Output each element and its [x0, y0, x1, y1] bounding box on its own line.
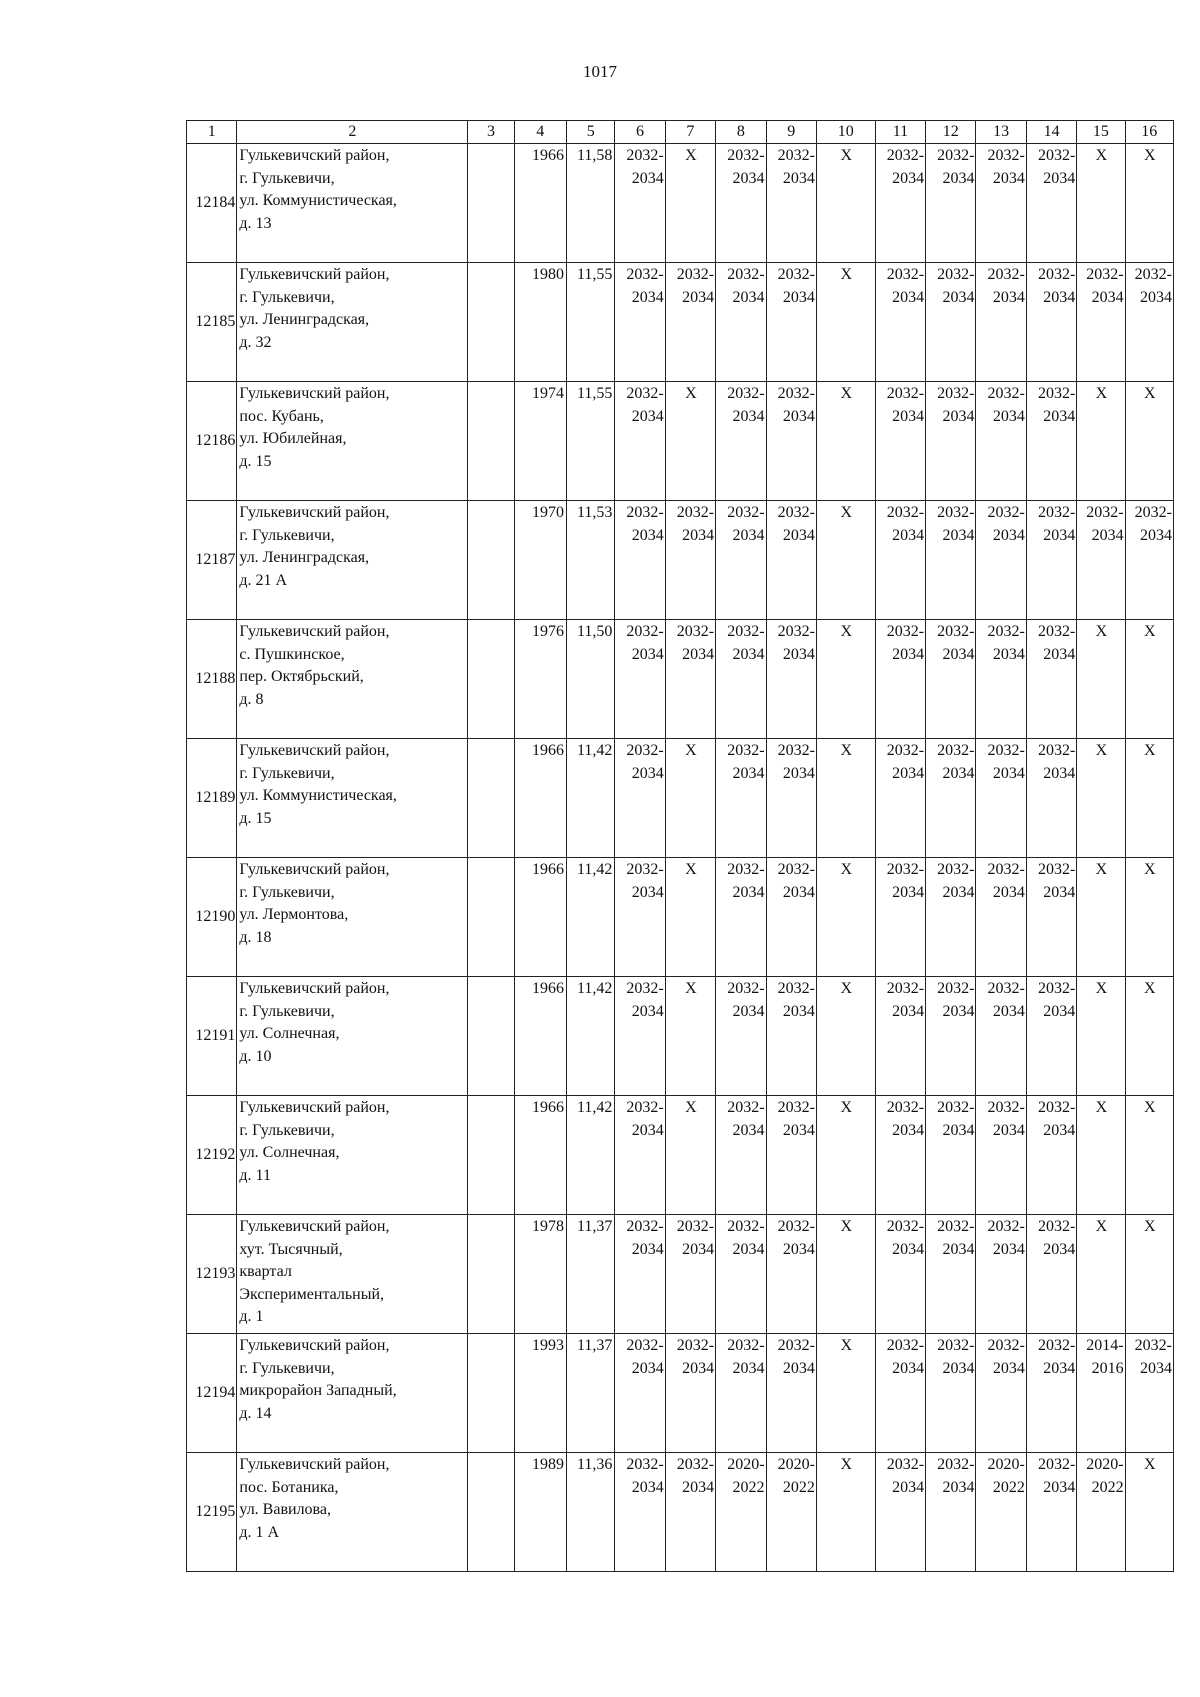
header-cell: 1 [187, 121, 237, 144]
col14-cell: 2032- 2034 [1026, 1215, 1076, 1334]
header-cell: 9 [766, 121, 816, 144]
register-table [186, 120, 1174, 1572]
header-cell: 13 [976, 121, 1026, 144]
address-cell: Гулькевичский район, с. Пушкинское, пер. Октябрьский, д. 8 [237, 620, 468, 739]
col6-cell: 2032- 2034 [615, 977, 665, 1096]
col9-cell: 2032- 2034 [766, 620, 816, 739]
header-cell: 4 [514, 121, 566, 144]
table-row [187, 1334, 1174, 1453]
address-cell: Гулькевичский район, г. Гулькевичи, ул. Ленинградская, д. 32 [237, 263, 468, 382]
col11-cell: 2032- 2034 [875, 501, 925, 620]
header-cell: 6 [615, 121, 665, 144]
col5-cell: 11,42 [567, 1096, 615, 1215]
col13-cell: 2032- 2034 [976, 1215, 1026, 1334]
header-cell: 11 [875, 121, 925, 144]
col14-cell: 2032- 2034 [1026, 858, 1076, 977]
table-row [187, 858, 1174, 977]
col9-cell: 2032- 2034 [766, 263, 816, 382]
col9-cell: 2032- 2034 [766, 858, 816, 977]
record-number-cell: 12186 [187, 382, 237, 501]
col5-cell: 11,42 [567, 858, 615, 977]
table-row [187, 144, 1174, 263]
col5-cell: 11,58 [567, 144, 615, 263]
table-row [187, 501, 1174, 620]
col12-cell: 2032- 2034 [926, 620, 976, 739]
record-number-cell: 12190 [187, 858, 237, 977]
col15-cell: Х [1077, 620, 1125, 739]
col10-cell: Х [816, 1215, 875, 1334]
col6-cell: 2032- 2034 [615, 858, 665, 977]
col15-cell: 2032- 2034 [1077, 501, 1125, 620]
col16-cell: Х [1125, 620, 1173, 739]
col14-cell: 2032- 2034 [1026, 977, 1076, 1096]
header-row [187, 121, 1174, 144]
record-number-cell: 12192 [187, 1096, 237, 1215]
col10-cell: Х [816, 620, 875, 739]
col15-cell: Х [1077, 858, 1125, 977]
year-cell: 1966 [514, 858, 566, 977]
col10-cell: Х [816, 977, 875, 1096]
address-cell: Гулькевичский район, г. Гулькевичи, ул. Солнечная, д. 11 [237, 1096, 468, 1215]
col12-cell: 2032- 2034 [926, 382, 976, 501]
col15-cell: Х [1077, 977, 1125, 1096]
col10-cell: Х [816, 858, 875, 977]
col5-cell: 11,55 [567, 263, 615, 382]
col11-cell: 2032- 2034 [875, 382, 925, 501]
year-cell: 1966 [514, 144, 566, 263]
col3-cell [468, 1096, 514, 1215]
col12-cell: 2032- 2034 [926, 858, 976, 977]
col12-cell: 2032- 2034 [926, 263, 976, 382]
table-row [187, 739, 1174, 858]
col16-cell: 2032- 2034 [1125, 263, 1173, 382]
col9-cell: 2020- 2022 [766, 1453, 816, 1572]
col11-cell: 2032- 2034 [875, 858, 925, 977]
col6-cell: 2032- 2034 [615, 501, 665, 620]
year-cell: 1966 [514, 977, 566, 1096]
table-body [187, 121, 1174, 1572]
col12-cell: 2032- 2034 [926, 1215, 976, 1334]
col12-cell: 2032- 2034 [926, 1334, 976, 1453]
col13-cell: 2032- 2034 [976, 382, 1026, 501]
address-cell: Гулькевичский район, хут. Тысячный, квартал Экспериментальный, д. 1 [237, 1215, 468, 1334]
col8-cell: 2032- 2034 [716, 739, 766, 858]
col9-cell: 2032- 2034 [766, 382, 816, 501]
col3-cell [468, 144, 514, 263]
col15-cell: Х [1077, 1215, 1125, 1334]
col9-cell: 2032- 2034 [766, 739, 816, 858]
col9-cell: 2032- 2034 [766, 1096, 816, 1215]
col12-cell: 2032- 2034 [926, 144, 976, 263]
col16-cell: 2032- 2034 [1125, 1334, 1173, 1453]
record-number-cell: 12187 [187, 501, 237, 620]
col3-cell [468, 501, 514, 620]
col7-cell: Х [665, 739, 715, 858]
col16-cell: Х [1125, 382, 1173, 501]
year-cell: 1974 [514, 382, 566, 501]
col6-cell: 2032- 2034 [615, 739, 665, 858]
col15-cell: Х [1077, 144, 1125, 263]
table-row [187, 1453, 1174, 1572]
table-row [187, 977, 1174, 1096]
col16-cell: 2032- 2034 [1125, 501, 1173, 620]
col3-cell [468, 620, 514, 739]
year-cell: 1966 [514, 739, 566, 858]
year-cell: 1976 [514, 620, 566, 739]
col5-cell: 11,42 [567, 739, 615, 858]
col8-cell: 2032- 2034 [716, 1215, 766, 1334]
col7-cell: Х [665, 1096, 715, 1215]
col12-cell: 2032- 2034 [926, 977, 976, 1096]
col5-cell: 11,53 [567, 501, 615, 620]
col3-cell [468, 977, 514, 1096]
col15-cell: Х [1077, 382, 1125, 501]
col8-cell: 2032- 2034 [716, 858, 766, 977]
header-cell: 2 [237, 121, 468, 144]
col7-cell: 2032- 2034 [665, 620, 715, 739]
header-cell: 12 [926, 121, 976, 144]
year-cell: 1980 [514, 263, 566, 382]
header-cell: 15 [1077, 121, 1125, 144]
address-cell: Гулькевичский район, г. Гулькевичи, микрорайон Западный, д. 14 [237, 1334, 468, 1453]
col6-cell: 2032- 2034 [615, 1334, 665, 1453]
col11-cell: 2032- 2034 [875, 1334, 925, 1453]
col8-cell: 2032- 2034 [716, 144, 766, 263]
table-row [187, 382, 1174, 501]
col7-cell: 2032- 2034 [665, 1453, 715, 1572]
col14-cell: 2032- 2034 [1026, 382, 1076, 501]
year-cell: 1970 [514, 501, 566, 620]
table-row [187, 620, 1174, 739]
year-cell: 1978 [514, 1215, 566, 1334]
col16-cell: Х [1125, 977, 1173, 1096]
col10-cell: Х [816, 1334, 875, 1453]
col12-cell: 2032- 2034 [926, 1096, 976, 1215]
col13-cell: 2032- 2034 [976, 620, 1026, 739]
col3-cell [468, 1334, 514, 1453]
col8-cell: 2032- 2034 [716, 501, 766, 620]
col11-cell: 2032- 2034 [875, 739, 925, 858]
header-cell: 8 [716, 121, 766, 144]
col7-cell: 2032- 2034 [665, 1215, 715, 1334]
record-number-cell: 12195 [187, 1453, 237, 1572]
year-cell: 1993 [514, 1334, 566, 1453]
col5-cell: 11,37 [567, 1334, 615, 1453]
col16-cell: Х [1125, 1215, 1173, 1334]
col8-cell: 2032- 2034 [716, 263, 766, 382]
col11-cell: 2032- 2034 [875, 263, 925, 382]
address-cell: Гулькевичский район, пос. Кубань, ул. Юбилейная, д. 15 [237, 382, 468, 501]
col8-cell: 2032- 2034 [716, 1334, 766, 1453]
record-number-cell: 12189 [187, 739, 237, 858]
col13-cell: 2032- 2034 [976, 501, 1026, 620]
record-number-cell: 12194 [187, 1334, 237, 1453]
col11-cell: 2032- 2034 [875, 144, 925, 263]
col3-cell [468, 739, 514, 858]
year-cell: 1966 [514, 1096, 566, 1215]
record-number-cell: 12193 [187, 1215, 237, 1334]
col3-cell [468, 1453, 514, 1572]
col7-cell: 2032- 2034 [665, 263, 715, 382]
col9-cell: 2032- 2034 [766, 1334, 816, 1453]
col7-cell: 2032- 2034 [665, 1334, 715, 1453]
col7-cell: Х [665, 382, 715, 501]
col7-cell: Х [665, 977, 715, 1096]
col11-cell: 2032- 2034 [875, 1096, 925, 1215]
col12-cell: 2032- 2034 [926, 739, 976, 858]
col8-cell: 2032- 2034 [716, 977, 766, 1096]
col15-cell: 2014- 2016 [1077, 1334, 1125, 1453]
col16-cell: Х [1125, 1453, 1173, 1572]
col13-cell: 2032- 2034 [976, 1334, 1026, 1453]
table-row [187, 263, 1174, 382]
col16-cell: Х [1125, 144, 1173, 263]
col10-cell: Х [816, 144, 875, 263]
col6-cell: 2032- 2034 [615, 1453, 665, 1572]
col5-cell: 11,42 [567, 977, 615, 1096]
col14-cell: 2032- 2034 [1026, 263, 1076, 382]
col8-cell: 2032- 2034 [716, 382, 766, 501]
col9-cell: 2032- 2034 [766, 977, 816, 1096]
year-cell: 1989 [514, 1453, 566, 1572]
col11-cell: 2032- 2034 [875, 620, 925, 739]
col16-cell: Х [1125, 739, 1173, 858]
col5-cell: 11,37 [567, 1215, 615, 1334]
col11-cell: 2032- 2034 [875, 1215, 925, 1334]
col3-cell [468, 263, 514, 382]
col14-cell: 2032- 2034 [1026, 620, 1076, 739]
col5-cell: 11,55 [567, 382, 615, 501]
col3-cell [468, 382, 514, 501]
col13-cell: 2020- 2022 [976, 1453, 1026, 1572]
col7-cell: 2032- 2034 [665, 501, 715, 620]
header-cell: 10 [816, 121, 875, 144]
table-row [187, 1096, 1174, 1215]
col7-cell: Х [665, 144, 715, 263]
record-number-cell: 12188 [187, 620, 237, 739]
col6-cell: 2032- 2034 [615, 620, 665, 739]
col6-cell: 2032- 2034 [615, 263, 665, 382]
col14-cell: 2032- 2034 [1026, 1453, 1076, 1572]
col16-cell: Х [1125, 1096, 1173, 1215]
col12-cell: 2032- 2034 [926, 501, 976, 620]
col14-cell: 2032- 2034 [1026, 1096, 1076, 1215]
col11-cell: 2032- 2034 [875, 1453, 925, 1572]
col13-cell: 2032- 2034 [976, 1096, 1026, 1215]
col10-cell: Х [816, 501, 875, 620]
header-cell: 16 [1125, 121, 1173, 144]
col13-cell: 2032- 2034 [976, 977, 1026, 1096]
col11-cell: 2032- 2034 [875, 977, 925, 1096]
col3-cell [468, 858, 514, 977]
col10-cell: Х [816, 382, 875, 501]
address-cell: Гулькевичский район, пос. Ботаника, ул. Вавилова, д. 1 А [237, 1453, 468, 1572]
col8-cell: 2020- 2022 [716, 1453, 766, 1572]
col13-cell: 2032- 2034 [976, 858, 1026, 977]
col14-cell: 2032- 2034 [1026, 144, 1076, 263]
col16-cell: Х [1125, 858, 1173, 977]
address-cell: Гулькевичский район, г. Гулькевичи, ул. Ленинградская, д. 21 А [237, 501, 468, 620]
header-cell: 14 [1026, 121, 1076, 144]
col14-cell: 2032- 2034 [1026, 739, 1076, 858]
col15-cell: 2032- 2034 [1077, 263, 1125, 382]
col10-cell: Х [816, 1453, 875, 1572]
header-cell: 7 [665, 121, 715, 144]
table-row [187, 1215, 1174, 1334]
col15-cell: Х [1077, 1096, 1125, 1215]
address-cell: Гулькевичский район, г. Гулькевичи, ул. Коммунистическая, д. 15 [237, 739, 468, 858]
record-number-cell: 12184 [187, 144, 237, 263]
page-number: 1017 [583, 62, 617, 81]
col8-cell: 2032- 2034 [716, 1096, 766, 1215]
col13-cell: 2032- 2034 [976, 144, 1026, 263]
col13-cell: 2032- 2034 [976, 739, 1026, 858]
col12-cell: 2032- 2034 [926, 1453, 976, 1572]
col5-cell: 11,50 [567, 620, 615, 739]
record-number-cell: 12185 [187, 263, 237, 382]
col6-cell: 2032- 2034 [615, 382, 665, 501]
col14-cell: 2032- 2034 [1026, 501, 1076, 620]
col15-cell: 2020- 2022 [1077, 1453, 1125, 1572]
col6-cell: 2032- 2034 [615, 144, 665, 263]
col6-cell: 2032- 2034 [615, 1215, 665, 1334]
col5-cell: 11,36 [567, 1453, 615, 1572]
record-number-cell: 12191 [187, 977, 237, 1096]
address-cell: Гулькевичский район, г. Гулькевичи, ул. Коммунистическая, д. 13 [237, 144, 468, 263]
col10-cell: Х [816, 739, 875, 858]
col13-cell: 2032- 2034 [976, 263, 1026, 382]
header-cell: 5 [567, 121, 615, 144]
col9-cell: 2032- 2034 [766, 501, 816, 620]
col7-cell: Х [665, 858, 715, 977]
col14-cell: 2032- 2034 [1026, 1334, 1076, 1453]
address-cell: Гулькевичский район, г. Гулькевичи, ул. Лермонтова, д. 18 [237, 858, 468, 977]
col9-cell: 2032- 2034 [766, 1215, 816, 1334]
col6-cell: 2032- 2034 [615, 1096, 665, 1215]
header-cell: 3 [468, 121, 514, 144]
col8-cell: 2032- 2034 [716, 620, 766, 739]
col15-cell: Х [1077, 739, 1125, 858]
address-cell: Гулькевичский район, г. Гулькевичи, ул. Солнечная, д. 10 [237, 977, 468, 1096]
col10-cell: Х [816, 1096, 875, 1215]
col3-cell [468, 1215, 514, 1334]
col9-cell: 2032- 2034 [766, 144, 816, 263]
col10-cell: Х [816, 263, 875, 382]
